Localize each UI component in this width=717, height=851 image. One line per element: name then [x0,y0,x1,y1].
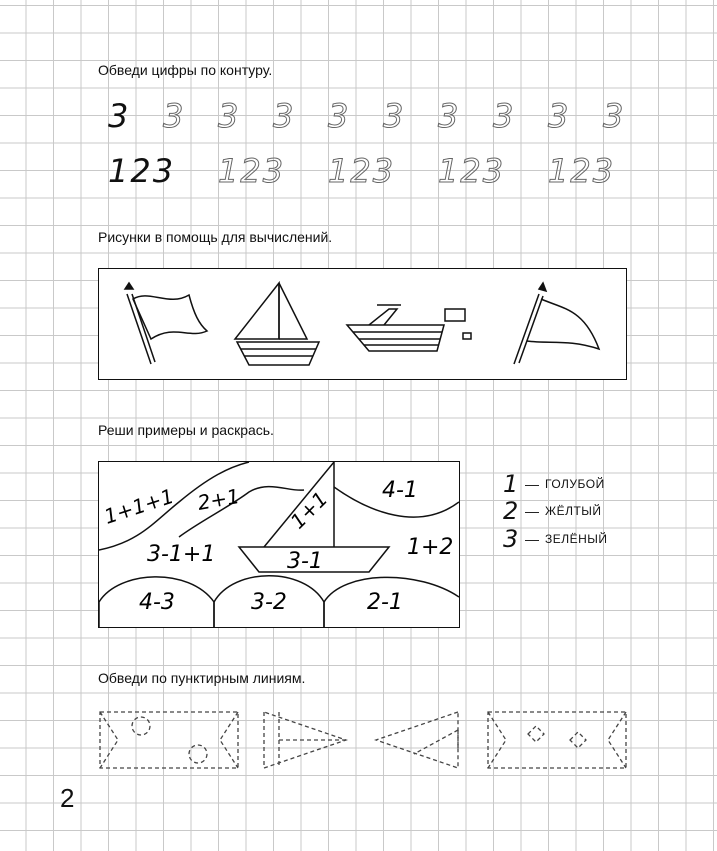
traced-sequence: 123 [218,152,286,190]
legend-number: 2 [503,497,519,525]
dashed-pattern-rectangle-diamonds [488,712,626,768]
pictures-box [98,268,627,380]
page-number: 2 [60,783,75,813]
legend-number: 1 [503,470,519,498]
dashed-pattern-triangle-flag [264,712,346,768]
legend-color-name: ЗЕЛЁНЫЙ [545,532,608,546]
traced-sequence: 123 [548,152,616,190]
region-label: 4-3 [139,590,175,615]
traced-digit: 3 [218,97,241,135]
region-label: 3-1+1 [147,542,216,567]
sequence-sample: 123 [108,152,176,190]
traced-digit: 3 [603,97,626,135]
sailboat-icon [235,283,319,365]
dashed-pattern-rectangle-circles [100,712,238,768]
instruction-pictures: Рисунки в помощь для вычислений. [98,229,333,245]
dashed-patterns [96,708,636,773]
traced-digit: 3 [273,97,296,135]
legend-item [503,470,605,498]
traced-digit: 3 [383,97,406,135]
traced-digit: 3 [493,97,516,135]
region-label: 4-1 [382,478,418,503]
traced-digit: 3 [328,97,351,135]
region-label: 2+1 [195,483,242,515]
region-label: 1+1+1 [101,483,177,529]
region-label: 3-1 [287,549,323,574]
traced-sequence: 123 [328,152,396,190]
region-label: 1+1 [285,486,333,534]
legend-dash: — [525,503,539,519]
instruction-solve-color: Реши примеры и раскрась. [98,422,274,438]
legend-number: 3 [503,525,519,553]
legend-item [503,525,608,553]
motorboat-icon [347,305,471,351]
legend-dash: — [525,531,539,547]
dashed-pattern-arrow [376,712,458,768]
traced-digit: 3 [163,97,186,135]
legend-color-name: ЖЁЛТЫЙ [545,504,602,518]
region-label: 3-2 [251,590,287,615]
region-label: 2-1 [367,590,403,615]
coloring-puzzle [98,461,460,628]
pennant-icon [514,283,599,364]
traced-digit: 3 [438,97,461,135]
digit-three-sample: 3 [108,97,129,135]
region-label: 1+2 [407,535,454,560]
traced-sequence: 123 [438,152,506,190]
instruction-trace-digits: Обведи цифры по контуру. [98,62,273,78]
traced-digit: 3 [548,97,571,135]
instruction-trace-lines: Обведи по пунктирным линиям. [98,670,306,686]
legend-item [503,497,602,525]
legend-color-name: ГОЛУБОЙ [545,477,605,491]
legend-dash: — [525,476,539,492]
flag-icon [125,283,207,364]
